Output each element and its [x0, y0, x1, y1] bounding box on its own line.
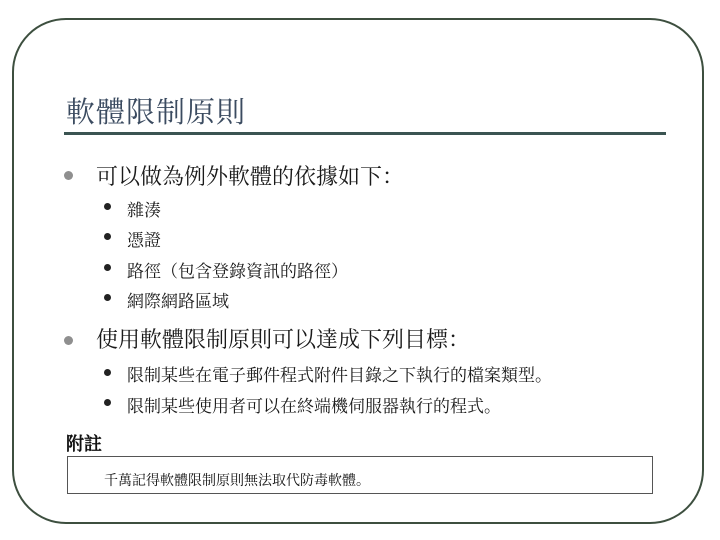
- sub-bullet-dot: [104, 294, 111, 301]
- bullet-dot: [64, 336, 73, 345]
- sub-bullet-dot: [104, 369, 111, 376]
- section-1-text: 可以做為例外軟體的依據如下：: [96, 165, 405, 190]
- slide-title: 軟體限制原則: [66, 95, 247, 129]
- section-1-item-1: 雜湊: [127, 201, 161, 221]
- section-2-item-2: 限制某些使用者可以在終端機伺服器執行的程式。: [127, 397, 501, 417]
- sub-bullet-dot: [104, 203, 111, 210]
- section-1-item-2: 憑證: [127, 231, 161, 251]
- section-1-item-4: 網際網路區域: [127, 292, 229, 312]
- note-text: 千萬記得軟體限制原則無法取代防毒軟體。: [104, 473, 370, 489]
- bullet-dot: [64, 171, 73, 180]
- section-2-text: 使用軟體限制原則可以達成下列目標：: [96, 328, 471, 353]
- section-2-item-1: 限制某些在電子郵件程式附件目錄之下執行的檔案類型。: [127, 366, 552, 386]
- sub-bullet-dot: [104, 233, 111, 240]
- section-1-item-3: 路徑（包含登錄資訊的路徑）: [127, 262, 348, 282]
- sub-bullet-dot: [104, 399, 111, 406]
- title-underline: [64, 132, 666, 135]
- note-label: 附註: [66, 434, 102, 455]
- sub-bullet-dot: [104, 264, 111, 271]
